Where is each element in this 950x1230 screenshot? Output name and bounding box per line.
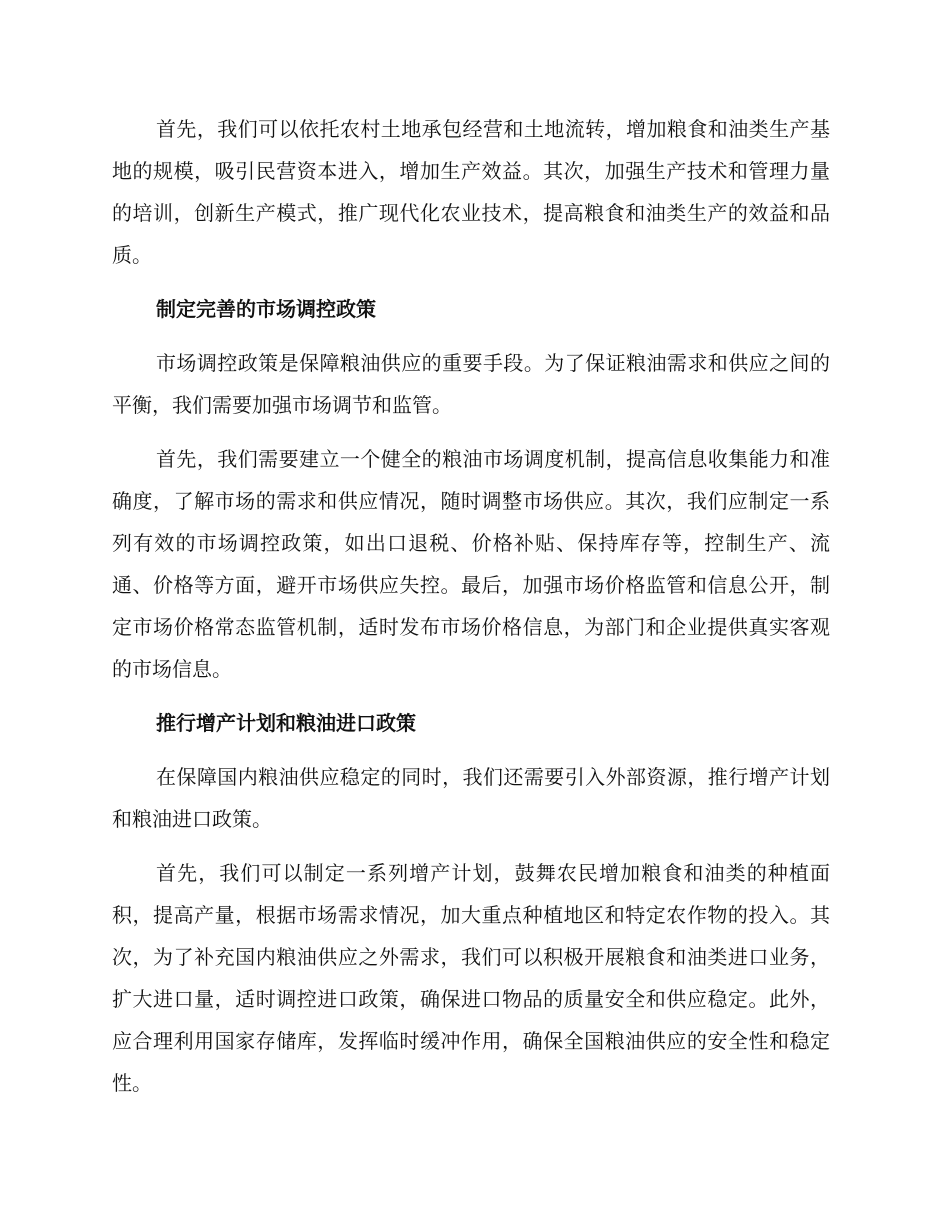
paragraph-market-regulation-intro: 市场调控政策是保障粮油供应的重要手段。为了保证粮油需求和供应之间的平衡，我们需要加强市场调节和监管。 <box>112 351 830 417</box>
section-heading-production-and-import: 推行增产计划和粮油进口政策 <box>156 711 416 735</box>
paragraph-land-and-production: 首先，我们可以依托农村土地承包经营和土地流转，增加粮食和油类生产基地的规模，吸引民营资本进入，增加生产效益。其次，加强生产技术和管理力量的培训，创新生产模式，推广现代化农业技术，提高粮食和油类生产的效益和品质。 <box>112 117 830 267</box>
document-body <box>112 108 830 1116</box>
paragraph-production-and-import-measures: 首先，我们可以制定一系列增产计划，鼓舞农民增加粮食和油类的种植面积，提高产量，根据市场需求情况，加大重点种植地区和特定农作物的投入。其次，为了补充国内粮油供应之外需求，我们可以积极开展粮食和油类进口业务，扩大进口量，适时调控进口政策，确保进口物品的质量安全和供应稳定。此外，应合理利用国家存储库，发挥临时缓冲作用，确保全国粮油供应的安全性和稳定性。 <box>112 861 830 1095</box>
paragraph-market-regulation-measures: 首先，我们需要建立一个健全的粮油市场调度机制，提高信息收集能力和准确度，了解市场的需求和供应情况，随时调整市场供应。其次，我们应制定一系列有效的市场调控政策，如出口退税、价格补贴、保持库存等，控制生产、流通、价格等方面，避开市场供应失控。最后，加强市场价格监管和信息公开，制定市场价格常态监管机制，适时发布市场价格信息，为部门和企业提供真实客观的市场信息。 <box>112 447 830 681</box>
paragraph-production-and-import-intro: 在保障国内粮油供应稳定的同时，我们还需要引入外部资源，推行增产计划和粮油进口政策。 <box>112 765 830 831</box>
section-heading-market-regulation: 制定完善的市场调控政策 <box>156 297 376 321</box>
